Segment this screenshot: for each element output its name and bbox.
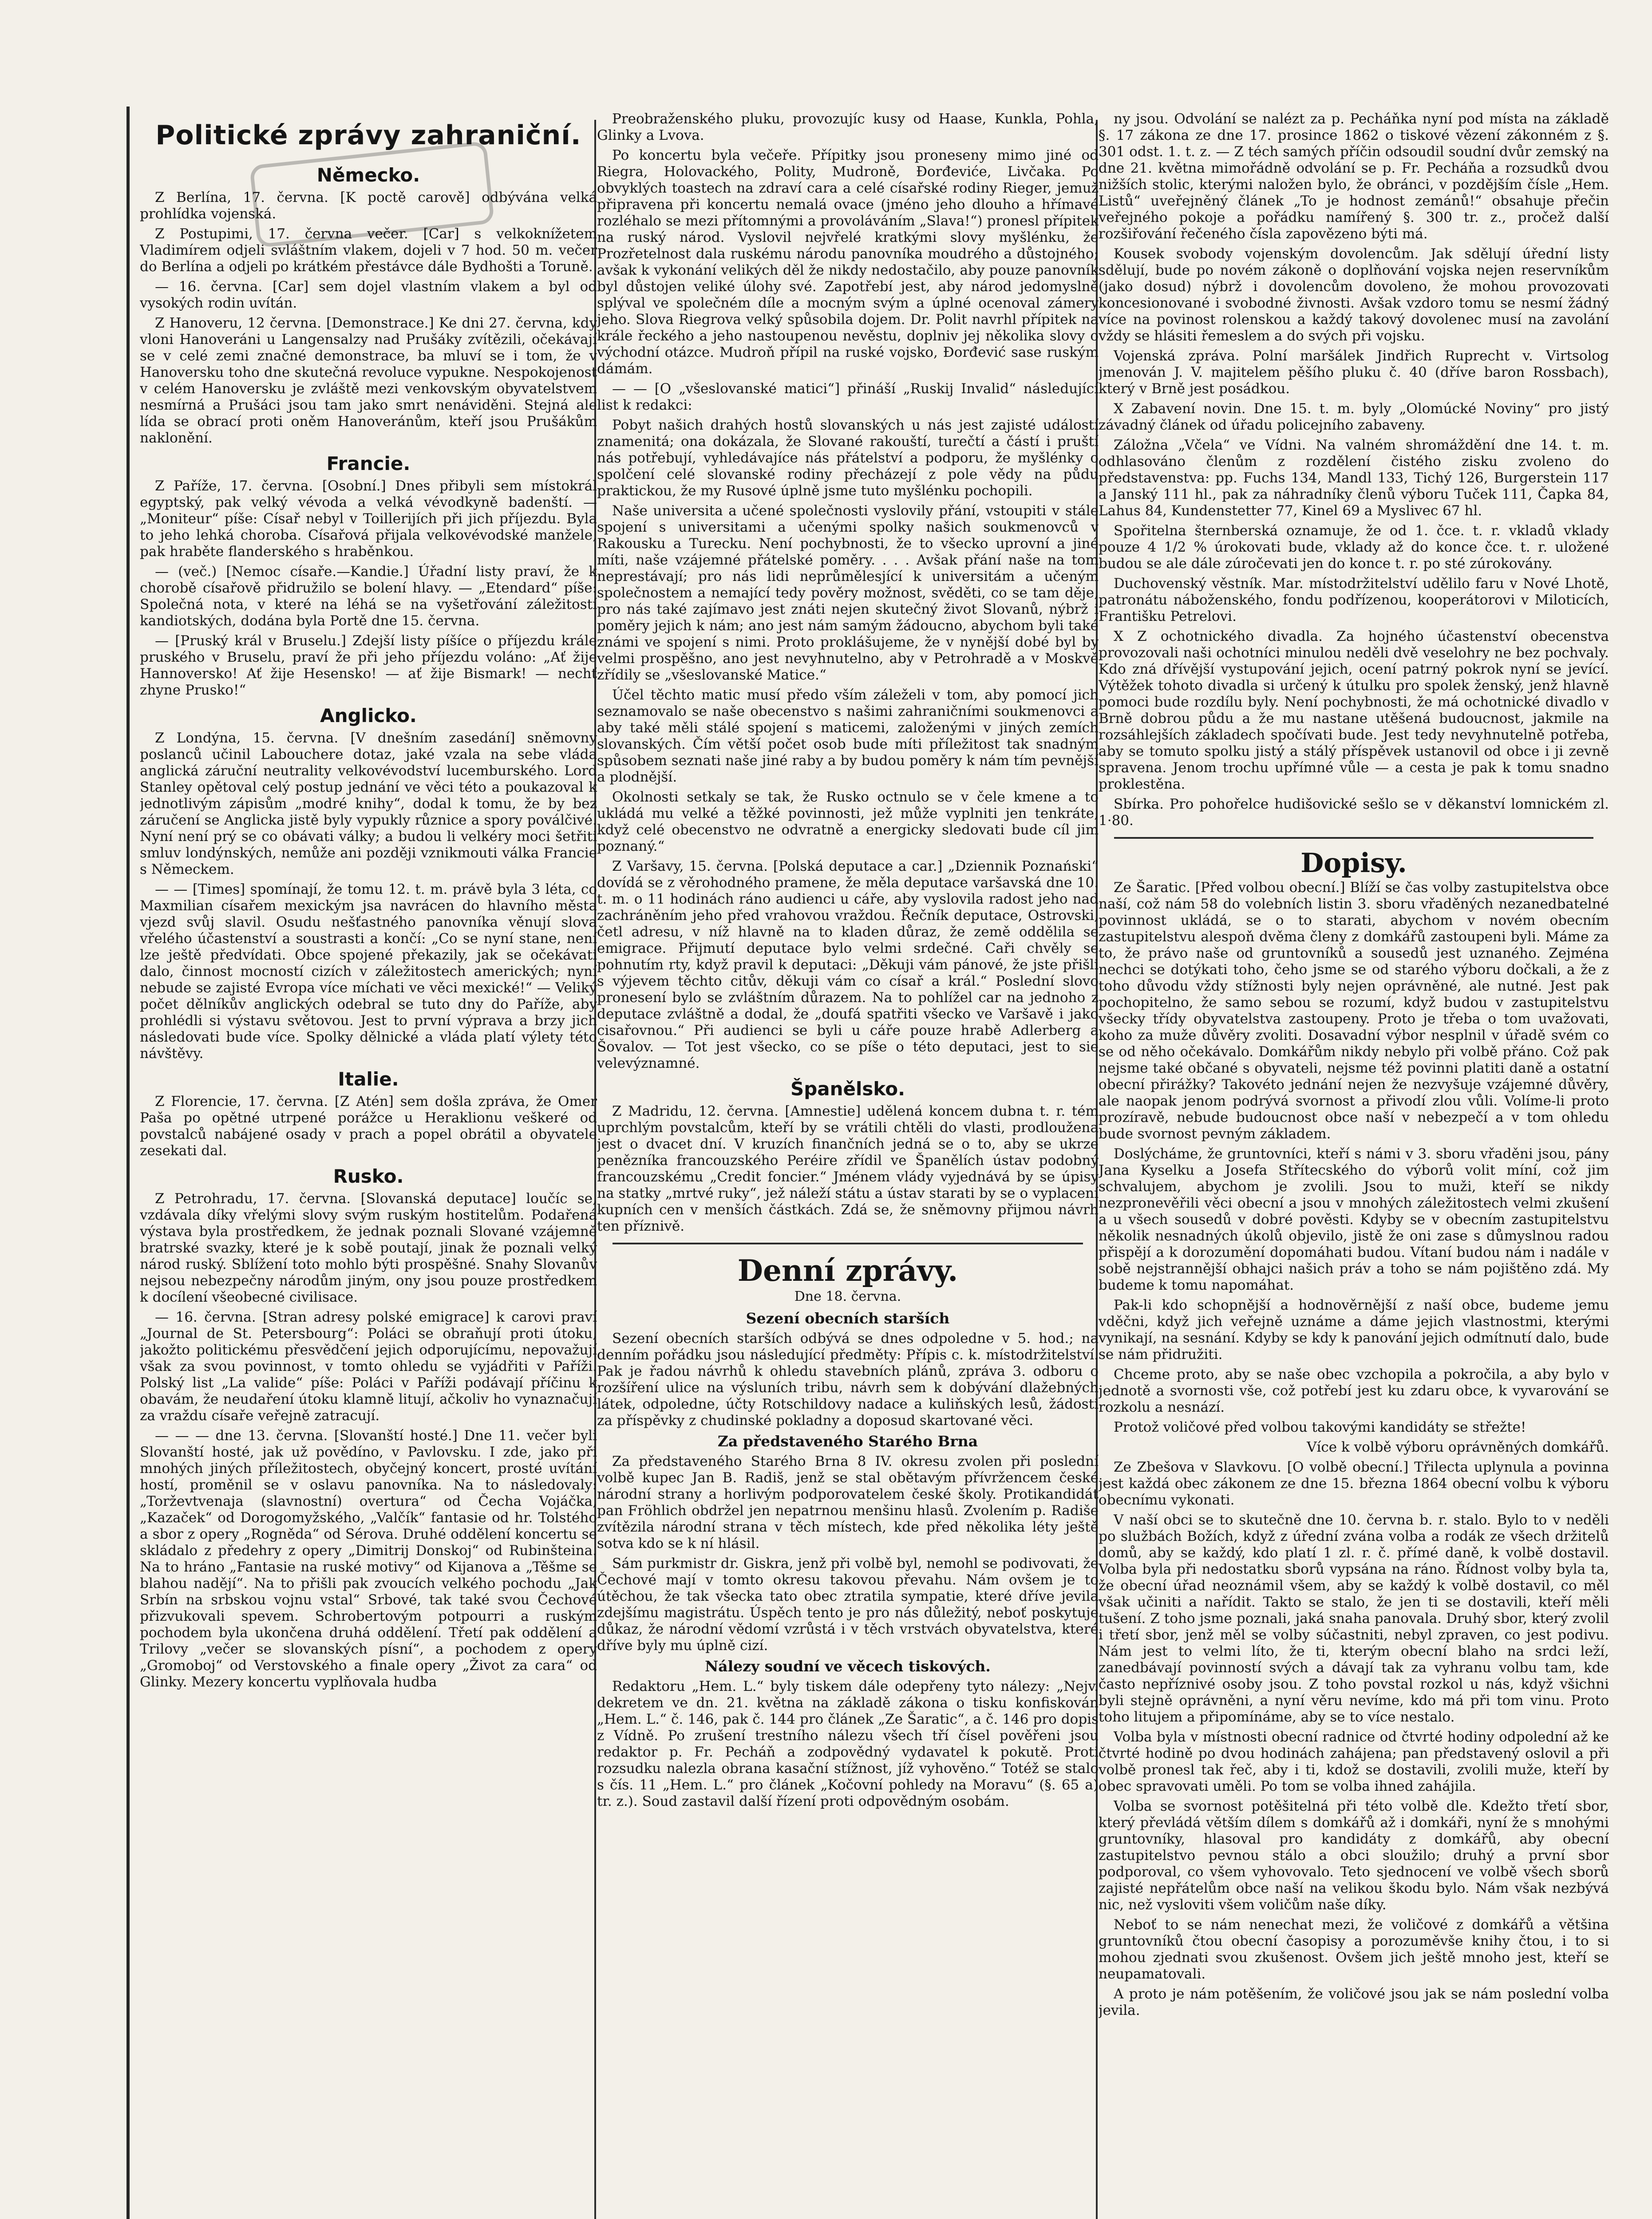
article-paragraph: — 16. června. [Car] sem dojel vlastním vlakem a byl od vysokých rodin uvítán.: [140, 279, 597, 311]
article-paragraph: Z Varšavy, 15. června. [Polská deputace a car.] „Dziennik Poznański“ dovídá se z věrohodného pramene, že měla deputace varšavská dne 10. t. m. o 11 hodinách ráno audienci u cáře, aby vyslovila radost jeho nad zachráněním jeho před vrahovou vraždou. Řečník deputace, Ostrovski, četl adresu, v níž hlavně na to kladen důraz, že země oddělila se emigrace. Přijmutí deputace bylo velmi srdečné. Caři chvěly se pohnutím rty, když pravil k deputaci: „Děkuji vám pánové, že jste přišli s výjevem těchto citův, děkuji vám co císař a král.“ Poslední slovo pronesení bylo se zvláštním důrazem. Na to pohlížel car na jednoho z deputace zvláštně a dodal, že „doufá spatřiti všecko ve Varšavě i jako cisařovnou.“ Při audienci se byli u cáře pouze hrabě Adlerberg a Šovalov. — Tot jest všecko, co se píše o této deputaci, jest to sie velevýznamné.: [597, 858, 1099, 1071]
article-paragraph: Z Paříže, 17. června. [Osobní.] Dnes přibyli sem místokrál egyptský, pak velký vévoda a velká vévodkyně badenští. — „Moniteur“ píše: Císař nebyl v Toillerijích při jich příjezdu. Byla to jeho lehká choroba. Císařová přijala velkovévodské manžele, pak hraběte flanderského s hraběnkou.: [140, 478, 597, 560]
country-heading: Anglicko.: [320, 705, 417, 727]
article-paragraph: — 16. června. [Stran adresy polské emigrace] k carovi praví „Journal de St. Petersbourg“: Poláci se obraňují proti útoku, jakožto politickému přesvědčení jejich odporujícímu, nepovažují však za svou povinnost, v tomto ohledu se vyjádřiti v Paříži. Polský list „La valide“ píše: Poláci v Paříži podávají příčinu k obavám, že neudaření útoku klamně litují, ačkoliv ho vynaznačují za vraždu císaře veřejně zatracují.: [140, 1309, 597, 1424]
news-subheading: Za představeného Starého Brna: [717, 1433, 978, 1450]
article-paragraph: Okolnosti setkaly se tak, že Rusko octnulo se v čele kmene a to ukládá mu velké a těžké povinnosti, jež může vyplniti jen tenkráte, když celé obecenstvo ne odvratně a energicky sledovati bude cíl jim poznaný.“: [597, 789, 1099, 854]
article-paragraph: Neboť to se nám nenechat mezi, že voličové z domkářů a většina gruntovníků čtou obecní časopisy a porozuměvše knihy čtou, i to si mohou zjednati svou zkušenost. Ovšem jich ještě mnoho jest, kteří se neupamatovali.: [1099, 1917, 1609, 1982]
section-divider: [1114, 837, 1593, 839]
article-paragraph: Sbírka. Pro pohořelce hudišovické sešlo se v děkanství lomnickém zl. 1·80.: [1099, 796, 1609, 829]
country-heading: Rusko.: [333, 1165, 404, 1187]
column-3: [1099, 111, 1609, 2219]
article-paragraph: — — — dne 13. června. [Slovanští hosté.] Dne 11. večer byli Slovanští hosté, jak už povědíno, v Pavlovsku. I zde, jako při mnohých jiných příležitostech, obyčejný koncert, prosté uvítání hostí, proměnil se v oslavu panovníka. Na to následovaly: „Torževtvenaja (slavnostní) overtura“ od Čecha Vojáčka, „Kazaček“ od Dorogomyžského, „Valčík“ fantasie od hr. Tolstého a sbor z opery „Rogněda“ od Sérova. Druhé oddělení koncertu se skládalo z předehry z opery „Dimitrij Donskoj“ od Rubinšteina. Na to hráno „Fantasie na ruské motivy“ od Kijanova a „Těšme se blahou nadějí“. Na to přišli pak zvoucích velkého pochodu „Jak Srbín na srbskou vojnu vstal“ Srbové, tak také svou Čechové přizvukovali spevem. Schrobertovým potpourri a ruským pochodem byla ukončena druhá oddělení. Třetí pak oddělení a Trilovy „večer se slovanských písní“, a pochodem z opery „Gromoboj“ od Verstovského a finale opery „Život za cara“ od Glinky. Mezery koncertu vyplňovala hudba: [140, 1428, 597, 1690]
article-paragraph: Z Madridu, 12. června. [Amnestie] udělená koncem dubna t. r. tém uprchlým povstalcům, kteří by se vrátili chtěli do vlasti, prodloužena jest o dvacet dní. V kruzích finančních jedná se o to, aby se ukrze penězníka francouzského Peréire zřídil ve Španělích ústav podobný francouzskému „Credit foncier.“ Jménem vlády vyjednává by se úpisy na statky „mrtvé ruky“, jež náleží státu a ústav starati by se o vyplacení kupních cen v menších částkách. Zdá se, že sněmovny přijmou návrh ten příznivě.: [597, 1103, 1099, 1234]
daily-news-masthead: Denní zprávy.: [737, 1253, 958, 1288]
article-paragraph: Ze Zbešova v Slavkovu. [O volbě obecní.] Třilecta uplynula a povinna jest každá obec zákonem ze dne 15. března 1864 obecní volbu k výboru obecnímu vykonati.: [1099, 1459, 1609, 1508]
article-paragraph: Vojenská zpráva. Polní maršálek Jindřich Ruprecht v. Virtsolog jmenován J. V. majitelem pěšího pluku č. 40 (dříve baron Rossbach), který v Brně jest posádkou.: [1099, 348, 1609, 397]
article-paragraph: Protož voličové před volbou takovými kandidáty se střežte!: [1114, 1419, 1526, 1435]
article-paragraph: ny jsou. Odvolání se nalézt za p. Pecháňka nyní pod místa na základě §. 17 zákona ze dne 17. prosince 1862 o tiskové vězení zákonném z §. 301 odst. 1. t. z. — Z téch samých příčin odsoudil soudní dvůr zemský na dne 21. května mimořádně odvolání se p. Fr. Pecháňa a rozsudků dvou nižších stolic, kterými naložen bylo, že obránci, v pozdějším čísle „Hem. Listů“ uveřejněný článek „To je hodnost zemánů!“ obsahuje přečin veřejného pokoje a pořádku namířený §. 300 tr. z., pročež další rozšiřování řečeného čísla zapovězeno býti má.: [1099, 111, 1609, 242]
news-subheading: Sezení obecních starších: [746, 1310, 950, 1327]
article-paragraph: Z Petrohradu, 17. června. [Slovanská deputace] loučíc se, vzdávala díky vřelými slovy svým ruským hostitelům. Podařená výstava byla prostředkem, že jednak poznali Slované vzájemně bratrské svazky, které je k sobě poutají, jinak že poznali velký národ ruský. Sblížení toto mohlo býti prospěšné. Snahy Slovanův nejsou nebezpečny národům jiným, ony jsou pouze prostředkem k docílení všeobecné civilisace.: [140, 1191, 597, 1305]
article-paragraph: Preobraženského pluku, provozujíc kusy od Haase, Kunkla, Pohla, Glinky a Lvova.: [597, 111, 1099, 143]
article-paragraph: Pobyt našich drahých hostů slovanských u nás jest zajisté událostí znamenitá; ona dokázala, že Slované rakouští, turečtí a částí i pruští nás potřebují, vyhledávajíce nás přátelství a podporu, že myšlénky o spolčení celé slovanské rodiny přecházejí z pole vědy na půdu praktickou, že my Rusové úplně jsme tuto myšlénku pochopili.: [597, 417, 1099, 499]
section-divider: [613, 1243, 1083, 1244]
article-paragraph: A proto je nám potěšením, že voličové jsou jak se nám poslední volba jevila.: [1099, 1986, 1609, 2018]
article-paragraph: Pak-li kdo schopnější a hodnověrnější z naší obce, budeme jemu vděčni, když jich veřejně uznáme a dáme jejich vlastnostmi, kterými vynikají, na sesnání. Kdyby se kdy k panování jejich odmítnutí dalo, bude se nám přidružiti.: [1099, 1297, 1609, 1362]
article-paragraph: Z Berlína, 17. června. [K poctě carově] odbývána velká prohlídka vojenská.: [140, 190, 597, 222]
article-paragraph: X Zabavení novin. Dne 15. t. m. byly „Olomúcké Noviny“ pro jistý závadný článek od úřadu policejního zabaveny.: [1099, 401, 1609, 433]
letters-heading: Dopisy.: [1300, 848, 1407, 879]
article-paragraph: Volba byla v místnosti obecní radnice od čtvrté hodiny odpolední až ke čtvrté hodině po dvou hodinách zahájena; pan představený oslovil a při volbě pronesl tak řeč, aby i ti, kdož se dostavili, zvolili muže, kteří by obec spravovati uměli. Po tom se volba ihned zahájila.: [1099, 1729, 1609, 1794]
article-paragraph: Sezení obecních starších odbývá se dnes odpoledne v 5. hod.; na denním pořádku jsou následující předměty: Přípis c. k. místodržitelství. Pak je řadou návrhů k ohledu stavebních plánů, zpráva 3. odboru o rozšíření ulice na výsluních tribu, návrh sem k dobývání dlažebných látek, odpoledne, účty Rotschildovy nadace a kuliňských lesů, žádosti za příspěvky z chudinské pokladny a doposud skartované věci.: [597, 1331, 1099, 1429]
article-paragraph: X Z ochotnického divadla. Za hojného účastenství obecenstva provozovali naši ochotníci minulou neděli dvě veselohry ne bez pochvaly. Kdo zná dřívější vystupování jejich, ocení patrný pokrok nyní se jevící. Výtěžek tohoto divadla si určený k útulku pro spolek ženský, jenž hlavně pomoci bude rozdílu byly. Není pochybnosti, že má ochotnické divadlo v Brně dobrou půdu a že mu nastane utěšená budoucnost, jakmile na rozsáhlejších základech spočívati bude. Jest tedy nevyhnutelně potřeba, aby se tomuto spolku jistý a stálý příspěvek ustanovil od obce i ji zevně spravena. Jenom trochu upřímné vůle — a cesta je pak k tomu snadno proklestěna.: [1099, 628, 1609, 792]
article-paragraph: Z Londýna, 15. června. [V dnešním zasedání] sněmovny poslanců učinil Labouchere dotaz, jaké vzala na sebe vláda anglická záruční neutrality velkovévodství lucemburského. Lord Stanley opětoval celý postup jednání ve věci této a poukazoval k jednotlivým zápisům „modré knihy“, dodal k tomu, že by bez záručení se Anglicka jistě byly vypukly různice a spory poválčivé. Nyní není prý se co obávati války; a budou li velkéry moci šetřiti smluv londýnských, nemůže ani později vznikmouti válka Francie s Německem.: [140, 730, 597, 877]
country-heading: Německo.: [316, 164, 420, 186]
article-paragraph: V naší obci se to skutečně dne 10. června b. r. stalo. Bylo to v neděli po službách Božích, když z úřední zvána volba a rodák ze všech držitelů domů, aby se každý, kdo platí 1 zl. r. č. přímé daně, k volbě dostavil. Volba byla při nedostatku sborů vypsána na ráno. Řídnost volby byla ta, že obecní úřad neoznámil všem, aby se každý k volbě dostavil, co měl však učiniti a nařídit. Takto se stalo, že jen ti se dostavili, kteří měli tušení. Z toho jsme poznali, jaká snaha panovala. Druhý sbor, který zvolil i třetí sbor, jenž měl se volby súčastniti, nebyl zpraven, co jest podivu. Nám jest to velmi líto, že ti, kterým obecní blaho na srdci leží, zanedbávají povinností svých a dávají tak za vyhranu volbu tam, kde často nepříznivé osoby jsou. Z toho povstal rozkol u nás, když všichni byli stejně oprávněni, a nyní věru nevíme, kdo má při tom vinu. Proto toho litujem a připomínáme, aby se to více nestalo.: [1099, 1512, 1609, 1725]
article-paragraph: Spořitelna šternberská oznamuje, že od 1. čce. t. r. vkladů vklady pouze 4 1/2 % úrokovati bude, vklady až do konce čce. t. r. uložené budou se ale dále zúročevati jen do konce t. r. po sté zúrokovány.: [1099, 523, 1609, 572]
article-paragraph: — — [O „všeslovanské matici“] přináší „Ruskij Invalid“ následující list k redakci:: [597, 381, 1099, 413]
article-paragraph: Z Florencie, 17. června. [Z Atén] sem došla zpráva, že Omer Paša po opětné utrpené porážce u Heraklionu veškeré od povstalců nabájené osady v prach a popel obrátil a obyvatele zesekati dal.: [140, 1094, 597, 1159]
article-paragraph: Duchovenský věstník. Mar. místodržitelství udělilo faru v Nové Lhotě, patronátu náboženského, fondu podřízenou, kooperátorovi v Miloticích, Františku Petrelovi.: [1099, 576, 1609, 624]
article-paragraph: Záložna „Včela“ ve Vídni. Na valném shromáždění dne 14. t. m. odhlasováno členům z rozdělení čistého zisku zvoleno do představenstva: pp. Fuchs 134, Mandl 133, Tichý 126, Burgerstein 117 a Janský 111 hl., pak za náhradníky členů výboru Tuček 111, Čapka 84, Lahus 84, Kundenstetter 77, Kinel 69 a Myslivec 67 hl.: [1099, 437, 1609, 519]
article-paragraph: Naše universita a učené společnosti vyslovily přání, vstoupiti v stále spojení s universitami a učenými spolky našich soukmenovců v Rakousku a Turecku. Není pochybnosti, že to všecko uprovní a jiné míti, naše vzájemné přátelské poměry. . . . Avšak přání naše na tom neprestávají; pro nás lidi neprůmělesjící k universitám a učeným společnostem a nemající tedy pověry možnost, svěděti, co se tam děje, pro nás také zajímavo jest znáti nejen skutečný život Slovanů, nýbrž i poměry jejich k nám; ano jest nám samým žádoucno, abychom byli také známi ve spojení s nimi. Proto proklášujeme, že v nynější dobé byl by velmi prospěšno, ano jest nevyhnutelno, aby v Petrohradě a v Moskvě zřídily se „všeslovanské Matice.“: [597, 503, 1099, 683]
article-paragraph: Ze Šaratic. [Před volbou obecní.] Blíží se čas volby zastupitelstva obce naší, což nám 58 do volebních listin 3. sboru vřaděných nezanedbatelné povinnost ukládá, se o to starati, abychom v novém obecním zastupitelstvu alespoň dvěma členy z domkářů zastoupeni byli. Máme za to, že právo naše od gruntovníků a sousedů jest uznaného. Zejména nechci se dotýkati toho, čeho jsme se od starého výboru dočkali, a že z toho důvodu vždy stížnosti byly nejen oprávněné, ale nutné. Jest pak pochopitelno, že samo sebou se rozumí, když budou v zastupitelstvu všecky třídy obyvatelstva zastoupeny. Proto je třeba o tom uvažovati, koho za muže důvěry zvoliti. Dosavadní výbor nesplnil v úřadě svém co se od něho očekávalo. Domkářům nikdy nebylo při volbě přáno. Což pak nejsme také občané s obyvateli, nejsme též povinni platiti daně a ostatní obecní přirážky? Takovéto jednání nejen že nezvyšuje vzájemné důvěry, ale naopak jenom podrývá svornost a přivodí zlou vůli. Volíme-li proto prozíravě, nebude budoucnost obce naší v nebezpečí a v tom ohledu bude svornost pevným základem.: [1099, 880, 1609, 1142]
article-paragraph: — (več.) [Nemoc císaře.—Kandie.] Úřadní listy praví, že k chorobě císařově přidružilo se bolení hlavy. — „Etendard“ píše: Společná nota, v které na léhá se na vyšetřování záležitostí kandiotských, dodána byla Portě dne 15. června.: [140, 564, 597, 629]
column-2: [597, 111, 1099, 2219]
article-paragraph: Po koncertu byla večeře. Přípitky jsou proneseny mimo jiné od Riegra, Holovackého, Polity, Mudroně, Đorđeviće, Livčaka. Po obvyklých toastech na zdraví cara a celé císařské rodiny Rieger, jemuž připravena při koncertu nemalá ovace (jméno jeho dlouho a hřímavé rozléhalo se mezi přítomnými a provoláváním „Slava!“) pronesl přípitek na ruský národ. Vyslovil nejvřelé kratkými slovy myšlénku, že Prozřetelnost dala ruskému národu panovníka moudrého a důstojného; avšak k vykonání velikých děl že nikdy nedostačilo, aby pouze panovník byl důstojen veliké úlohy své. Zapotřebí jest, aby národ jedomyslně splýval ve společném díle a mocným svým a úplné ocenoval zámery jeho. Slova Riegrova velký spůsobila dojem. Dr. Polit navrhl přípitek na krále řeckého a jeho nastoupenou nevěstu, doplniv jej několika slovy o východní otázce. Mudroň přípil na ruské vojsko, Đorđević sase ruským dámám.: [597, 147, 1099, 377]
article-paragraph: Za představeného Starého Brna 8 IV. okresu zvolen při poslední volbě kupec Jan B. Radiš, jenž se stal obětavým přívržencem české národní strany a horlivým podporovatelem české školy. Protikandidát pan Fröhlich obdržel jen nepatrnou menšinu hlasů. Zvolením p. Radiše zvítězila národní strana v těch místech, kde před několika léty ještě sotva kdo se k ní hlásil.: [597, 1453, 1099, 1552]
article-paragraph: Redaktoru „Hem. L.“ byly tiskem dále odepřeny tyto nálezy: „Nejv. dekretem ve dn. 21. května na základě zákona o tisku konfiskován „Hem. L.“ č. 146, pak č. 144 pro článek „Ze Šaratic“, a č. 146 pro dopis z Vídně. Po zrušení trestního nálezu všech tří čísel pověřeni jsou redaktor p. Fr. Pecháň a zodpovědný vydavatel k pokutě. Proti rozsudku nalezla obrana kasační stížnost, jíž vyhověno.“ Totéž se stalo s čís. 11 „Hem. L.“ pro článek „Kočovní pohledy na Moravu“ (§. 65 a) tr. z.). Soud zastavil další řízení proti odpovědným osobám.: [597, 1678, 1099, 1809]
news-date: Dne 18. června.: [794, 1289, 901, 1304]
article-paragraph: Doslýcháme, že gruntovníci, kteří s námi v 3. sboru vřaděni jsou, pány Jana Kyselku a Josefa Střítecského do výborů volit míní, což jim schvalujem, abychom je zvolili. Jsou to muži, kteří se nikdy nezpronevěřili věci obecní a jsou v mnohých záležitostech velmi zkušení a u všech sousedů v dobré pověsti. Kdyby se v obecním zastupitelstvu několik nesnadných úkolů objevilo, jistě že oni zase s důmyslnou radou přispějí a k dorozumění dopomáhati budou. Vítaní budou nám i nadále v sobě nejstrannější obhajci našich práv a toho se nám pojištěno zdá. My budeme k tomu napomáhat.: [1099, 1146, 1609, 1293]
country-heading: Španělsko.: [790, 1078, 905, 1100]
article-paragraph: Z Postupimi, 17. června večer. [Car] s velkoknížetem Vladimírem odjeli svláštním vlakem, dojeli v 7 hod. 50 m. večer do Berlína a odjeli po krátkém přestávce dále Bydhošti a Toruně.: [140, 226, 597, 275]
news-subheading: Nálezy soudní ve věcech tiskových.: [705, 1658, 991, 1675]
article-paragraph: Kousek svobody vojenským dovolencům. Jak sdělují úřední listy sdělují, bude po novém zákoně o doplňování vojska nejen reservníkům (jako dosud) nýbrž i dovolencům dovoleno, že mohou provozovati koncesionované i svobodné živnosti. Avšak vzdoro tomu se nesmí žádný více na povinost rolenskou a každý takový dovolenec musí na zavolání vždy se hlásiti řemeslem a do svých při vojsku.: [1099, 246, 1609, 344]
page-edge: [126, 107, 130, 2219]
column-1: [140, 111, 597, 2219]
section-title: Politické zprávy zahraniční.: [155, 120, 581, 151]
article-paragraph: Volba se svornost potěšitelná při této volbě dle. Kdežto třetí sbor, který převládá větším dílem s domkářů až i domkáři, nyní že s mnohými gruntovníky, hlasoval pro kandidáty z domkářů, aby obecní zastupitelstvo pevnou stálo a obci sloužilo; druhý a první sbor podporoval, co všem vyhovovalo. Teto sjednocení ve volbě všech sborů zajisté nepřátelům obce naší na velikou škodu bylo. Nám však nezbývá nic, než vysloviti všem voličům naše díky.: [1099, 1798, 1609, 1913]
country-heading: Italie.: [338, 1068, 399, 1090]
article-signature: Více k volbě výboru oprávněných domkářů.: [1307, 1439, 1609, 1455]
article-paragraph: Sám purkmistr dr. Giskra, jenž při volbě byl, nemohl se podivovati, že Čechové mají v tomto okresu takovou převahu. Nám ovšem je to útěchou, že tak všecka tato obec ztratila sympatie, které dříve jevila zdejšímu magistrátu. Úspěch tento je pro nás důležitý, neboť poskytuje důkaz, že národní vědomí vzrůstá i v těch vrstvách obyvatelstva, které dříve byly mu úplně cizí.: [597, 1556, 1099, 1654]
article-paragraph: — — [Times] spomínají, že tomu 12. t. m. právě byla 3 léta, co Maxmilian císařem mexickým jsa navrácen do hlavního města vjezd svůj slavil. Osudu nešťastného panovníka věnují slova vřelého účastenství a soustrasti a končí: „Co se nyní stane, není lze ještě předvídati. Obce spojené překazily, jak se očekávati dalo, činnost mocností cizích v záležitostech amerických; nyní nebude se zajisté Evropa více míchati ve věci mexické!“ — Veliký počet dělníkův anglických odebral se tuto dny do Paříže, aby prohlédli si výstavu světovou. Jest to první výprava a brzy jich následovati bude více. Spolky dělnické a vláda platí výlety této návštěvy.: [140, 881, 597, 1062]
article-paragraph: Účel těchto matic musí předo vším záleželi v tom, aby pomocí jich seznamovalo se naše obecenstvo s našimi zahraničními soukmenovci a aby také měli stálé spojení s maticemi, založenými v jiných zemích slovanských. Čím větší počet osob bude míti příležitost tak snadným spůsobem seznati naše jiné raby a by budou poměry k nám tím pevnější a plodnější.: [597, 687, 1099, 785]
article-paragraph: — [Pruský král v Bruselu.] Zdejší listy píšíce o příjezdu krále pruského v Bruselu, praví že při jeho příjezdu voláno: „Ať žije Hannoversko! Ať žije Hesensko! — ať žije Bismark! — nechť zhyne Prusko!“: [140, 633, 597, 698]
article-paragraph: Z Hanoveru, 12 června. [Demonstrace.] Ke dni 27. června, kdy vloni Hanoveráni u Langensalzy nad Prušáky zvítězili, očekávají se v celé zemi značné demonstrace, ba mluví se i tom, že v Hanoversku toho dne skutečná revoluce vypukne. Nespokojenost v celém Hanoversku je zvláště mezi venkovským obyvatelstvem nesmírná a Prušáci jsou tam jako smrt nenáviděni. Stejná ale lída se obrací proti oněm Hanoveránům, kteří jsou Prušákům naklonění.: [140, 315, 597, 446]
article-paragraph: Chceme proto, aby se naše obec vzchopila a pokročila, a aby bylo v jednotě a svornosti vše, což potřebí jest ku zdaru obce, k vyvarování se rozkolu a nesnází.: [1099, 1366, 1609, 1415]
country-heading: Francie.: [326, 453, 411, 474]
